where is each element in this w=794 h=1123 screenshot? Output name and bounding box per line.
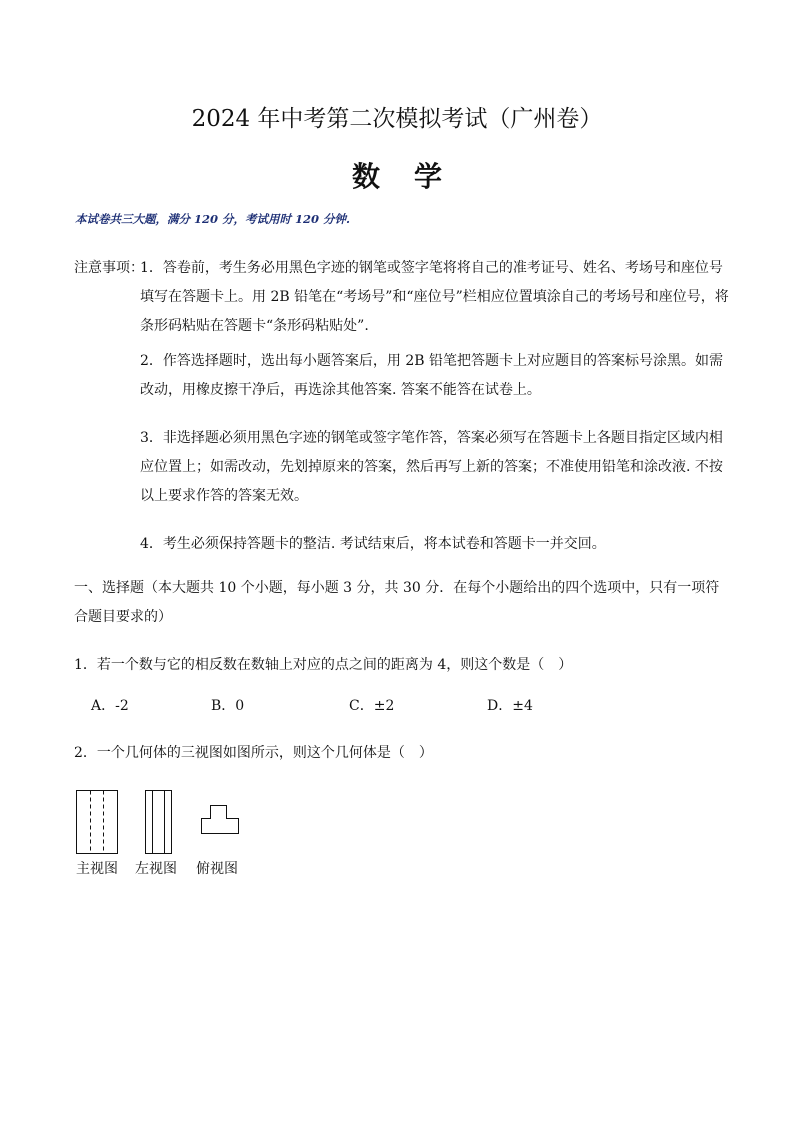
notes-label: 注意事项： [74, 260, 144, 276]
option-d: D．±4 [487, 698, 533, 714]
option-a: A．-2 [91, 698, 129, 714]
left-view-drawing [146, 791, 172, 854]
option-b: B．0 [211, 698, 245, 714]
subject-title: 数学 [351, 160, 476, 193]
three-view-figure [74, 785, 254, 855]
note-item: 3．非选择题必须用黑色字迹的钢笔或签字笔作答，答案必须写在答题卡上各题目指定区域内相应位置上；如需改动，先划掉原来的答案，然后再写上新的答案；不准使用铅笔和涂改液. 不按以上要求作答的答案无效。 [140, 430, 723, 504]
front-view-caption: 主视图 [76, 861, 118, 877]
left-view-caption: 左视图 [135, 861, 177, 877]
top-view-drawing [202, 806, 239, 834]
question-stem: 2．一个几何体的三视图如图所示，则这个几何体是（ ） [74, 745, 433, 761]
top-view-caption: 俯视图 [196, 861, 238, 877]
note-item: 1．答卷前，考生务必用黑色字迹的钢笔或签字笔将将自己的准考证号、姓名、考场号和座位号填写在答题卡上。用 2B 铅笔在“考场号”和“座位号”栏相应位置填涂自己的考场号和座位号，将条形码粘贴在答题卡“条形码粘贴处”. [140, 260, 729, 334]
front-view-drawing [77, 791, 118, 854]
note-item: 4．考生必须保持答题卡的整洁. 考试结束后，将本试卷和答题卡一并交回。 [140, 536, 606, 552]
question-stem: 1．若一个数与它的相反数在数轴上对应的点之间的距离为 4，则这个数是（ ） [74, 657, 573, 673]
option-c: C．±2 [349, 698, 395, 714]
exam-title: 2024 年中考第二次模拟考试（广州卷） [191, 106, 603, 132]
note-item: 2．作答选择题时，选出每小题答案后，用 2B 铅笔把答题卡上对应题目的答案标号涂黑。如需改动，用橡皮擦干净后，再选涂其他答案. 答案不能答在试卷上。 [140, 353, 724, 398]
section-heading: 一、选择题（本大题共 10 个小题，每小题 3 分，共 30 分．在每个小题给出的四个选项中，只有一项符合题目要求的） [74, 580, 720, 625]
exam-summary: 本试卷共三大题，满分 120 分，考试用时 120 分钟. [75, 212, 351, 226]
